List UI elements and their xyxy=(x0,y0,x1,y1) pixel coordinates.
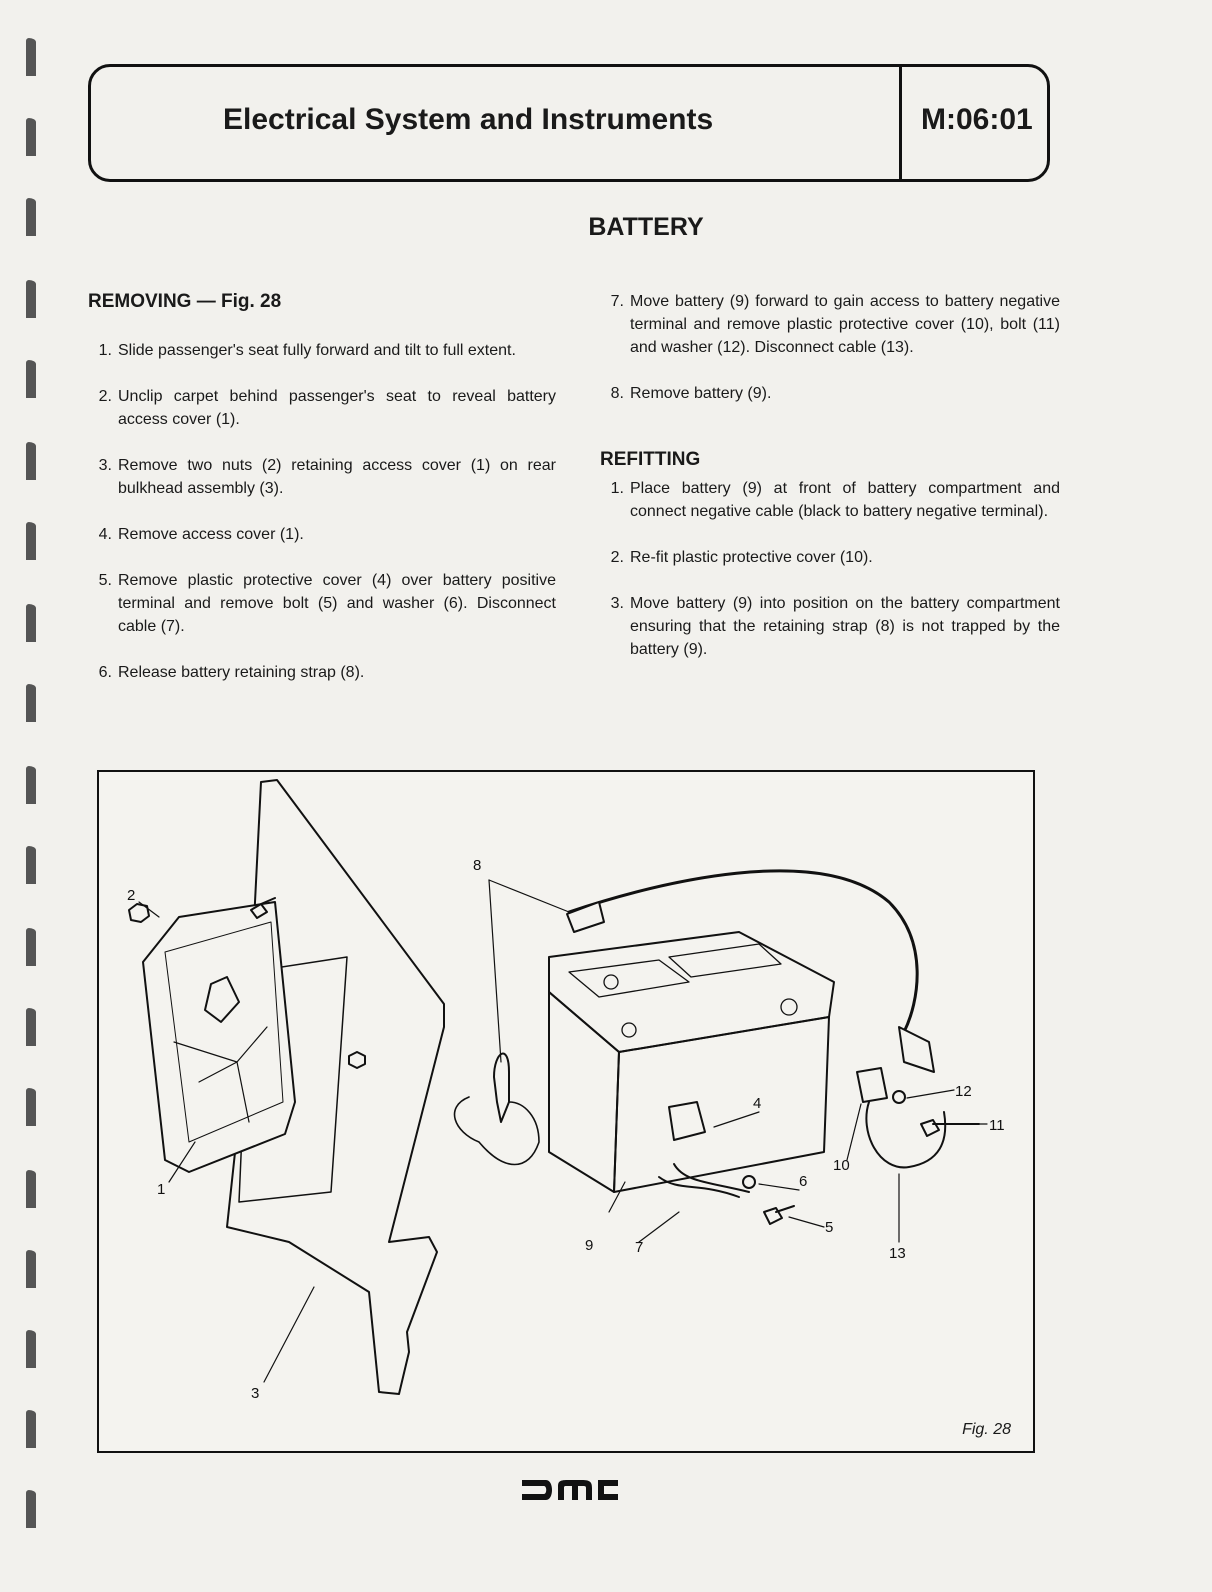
step-number: 3. xyxy=(610,595,624,612)
header-divider xyxy=(899,67,902,179)
negative-cable xyxy=(866,1102,945,1167)
step-number: 8. xyxy=(610,385,624,402)
removing-step xyxy=(88,523,556,546)
bolt-5 xyxy=(764,1206,794,1224)
section-code: M:06:01 xyxy=(921,103,1033,136)
removing-step xyxy=(88,385,556,431)
callout-5: 5 xyxy=(825,1219,834,1236)
refitting-step xyxy=(600,477,1060,523)
step-text: Place battery (9) at front of battery compartment and connect negative cable (black to battery negative terminal). xyxy=(630,480,1060,520)
refitting-step xyxy=(600,592,1060,661)
step-text: Release battery retaining strap (8). xyxy=(118,664,365,681)
step-number: 3. xyxy=(98,457,112,474)
washer-12 xyxy=(893,1091,905,1103)
callout-7: 7 xyxy=(635,1239,644,1256)
removing-step xyxy=(88,569,556,638)
header-title: Electrical System and Instruments xyxy=(223,103,714,136)
step-text: Remove two nuts (2) retaining access cover (1) on rear bulkhead assembly (3). xyxy=(118,457,556,497)
dmc-logo xyxy=(520,1478,620,1502)
removing-step xyxy=(600,290,1060,359)
callout-2: 2 xyxy=(127,887,136,904)
step-text: Re-fit plastic protective cover (10). xyxy=(630,549,873,566)
callout-1: 1 xyxy=(157,1181,166,1198)
callout-12: 12 xyxy=(955,1083,972,1100)
step-text: Move battery (9) into position on the battery compartment ensuring that the retaining strap (8) is not trapped by the battery (9). xyxy=(630,595,1060,658)
callout-10: 10 xyxy=(833,1157,850,1174)
step-number: 5. xyxy=(98,572,112,589)
washer-6 xyxy=(743,1176,755,1188)
step-number: 2. xyxy=(98,388,112,405)
callout-11: 11 xyxy=(989,1117,1005,1134)
bolt-11 xyxy=(921,1120,979,1136)
callout-9: 9 xyxy=(585,1237,594,1254)
removing-step xyxy=(88,454,556,500)
section-title: BATTERY xyxy=(588,213,704,241)
callout-8: 8 xyxy=(473,857,482,874)
removing-heading: REMOVING — Fig. 28 xyxy=(88,291,282,312)
right-column xyxy=(600,290,1060,684)
step-number: 7. xyxy=(610,293,624,310)
battery-exploded-diagram xyxy=(99,772,1033,1451)
removing-step xyxy=(88,661,556,684)
removing-step xyxy=(600,382,1060,405)
binder-holes xyxy=(26,30,40,1550)
step-text: Slide passenger's seat fully forward and tilt to full extent. xyxy=(118,342,516,359)
step-text: Remove access cover (1). xyxy=(118,526,304,543)
figure-caption: Fig. 28 xyxy=(962,1421,1011,1438)
callout-4: 4 xyxy=(753,1095,762,1112)
positive-cover xyxy=(669,1102,705,1140)
step-number: 6. xyxy=(98,664,112,681)
nut xyxy=(349,1052,365,1068)
step-text: Unclip carpet behind passenger's seat to reveal battery access cover (1). xyxy=(118,388,556,428)
negative-cover xyxy=(857,1068,887,1102)
step-text: Move battery (9) forward to gain access to battery negative terminal and remove plastic protective cover (10), bolt (11) and washer (12). Disconnect cable (13). xyxy=(630,293,1060,356)
refitting-step xyxy=(600,546,1060,569)
strap-clip xyxy=(494,1053,509,1122)
removing-step xyxy=(88,339,556,362)
step-text: Remove battery (9). xyxy=(630,385,772,402)
step-text: Remove plastic protective cover (4) over battery positive terminal and remove bolt (5) and washer (6). Disconnect cable (7). xyxy=(118,572,556,635)
callout-13: 13 xyxy=(889,1245,906,1262)
left-column xyxy=(88,290,556,707)
callout-3: 3 xyxy=(251,1385,260,1402)
step-number: 1. xyxy=(610,480,624,497)
refitting-heading: REFITTING xyxy=(600,449,701,470)
callout-6: 6 xyxy=(799,1173,808,1190)
battery-top xyxy=(549,932,834,1052)
step-number: 4. xyxy=(98,526,112,543)
figure-28 xyxy=(97,770,1035,1453)
header-box xyxy=(88,64,1050,182)
strap-base xyxy=(455,1097,539,1165)
step-number: 1. xyxy=(98,342,112,359)
step-number: 2. xyxy=(610,549,624,566)
